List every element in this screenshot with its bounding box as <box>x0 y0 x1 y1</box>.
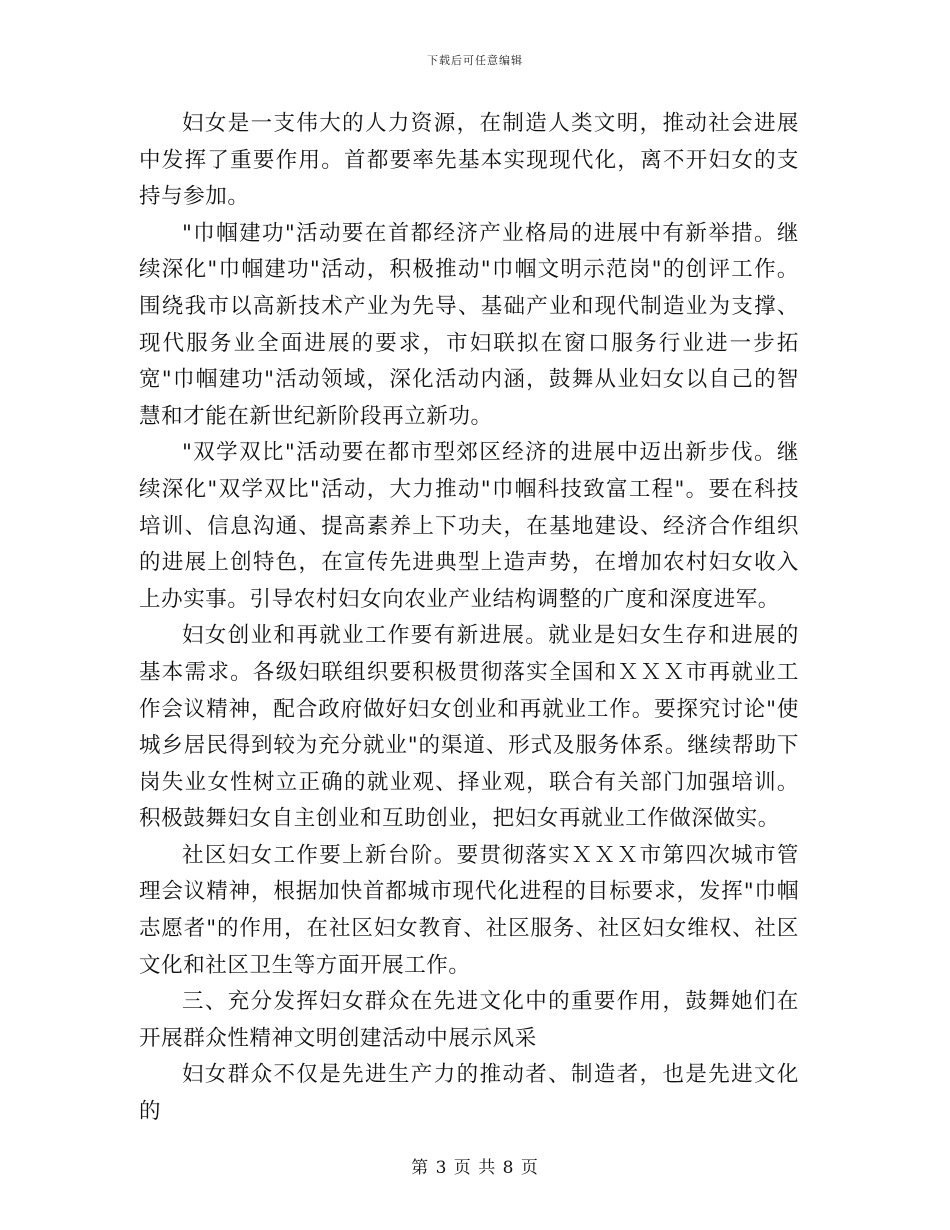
paragraph-4: 妇女创业和再就业工作要有新进展。就业是妇女生存和进展的基本需求。各级妇联组织要积极贯彻落实全国和ＸＸＸ市再就业工作会议精神，配合政府做好妇女创业和再就业工作。要探究讨论"使城乡居民得到较为充分就业"的渠道、形式及服务体系。继续帮助下岗失业女性树立正确的就业观、择业观，联合有关部门加强培训。积极鼓舞妇女自主创业和互助创业，把妇女再就业工作做深做实。 <box>139 623 799 832</box>
section-heading-3: 三、充分发挥妇女群众在先进文化中的重要作用，鼓舞她们在开展群众性精神文明创建活动中展示风采 <box>139 989 799 1051</box>
paragraph-7: 妇女群众不仅是先进生产力的推动者、制造者，也是先进文化的 <box>139 1062 799 1125</box>
page-number-footer: 第 3 页 共 8 页 <box>411 1158 539 1178</box>
paragraph-5: 社区妇女工作要上新台阶。要贯彻落实ＸＸＸ市第四次城市管理会议精神，根据加快首都城市现代化进程的目标要求，发挥"巾帼志愿者"的作用，在社区妇女教育、社区服务、社区妇女维权、社区文化和社区卫生等方面开展工作。 <box>139 842 799 978</box>
paragraph-1: 妇女是一支伟大的人力资源，在制造人类文明，推动社会进展中发挥了重要作用。首都要率先基本实现现代化，离不开妇女的支持与参加。 <box>139 111 799 210</box>
page-header: 下载后可任意编辑 <box>427 54 523 67</box>
paragraph-3: "双学双比"活动要在都市型郊区经济的进展中迈出新步伐。继续深化"双学双比"活动，大力推动"巾帼科技致富工程"。要在科技培训、信息沟通、提高素养上下功夫，在基地建设、经济合作组织的进展上创特色，在宣传先进典型上造声势，在增加农村妇女收入上办实事。引导农村妇女向农业产业结构调整的广度和深度进军。 <box>139 440 799 612</box>
paragraph-2: "巾帼建功"活动要在首都经济产业格局的进展中有新举措。继续深化"巾帼建功"活动，积极推动"巾帼文明示范岗"的创评工作。围绕我市以高新技术产业为先导、基础产业和现代制造业为支撑、现代服务业全面进展的要求，市妇联拟在窗口服务行业进一步拓宽"巾帼建功"活动领域，深化活动内涵，鼓舞从业妇女以自己的智慧和才能在新世纪新阶段再立新功。 <box>139 220 799 429</box>
document-body <box>139 106 799 1131</box>
